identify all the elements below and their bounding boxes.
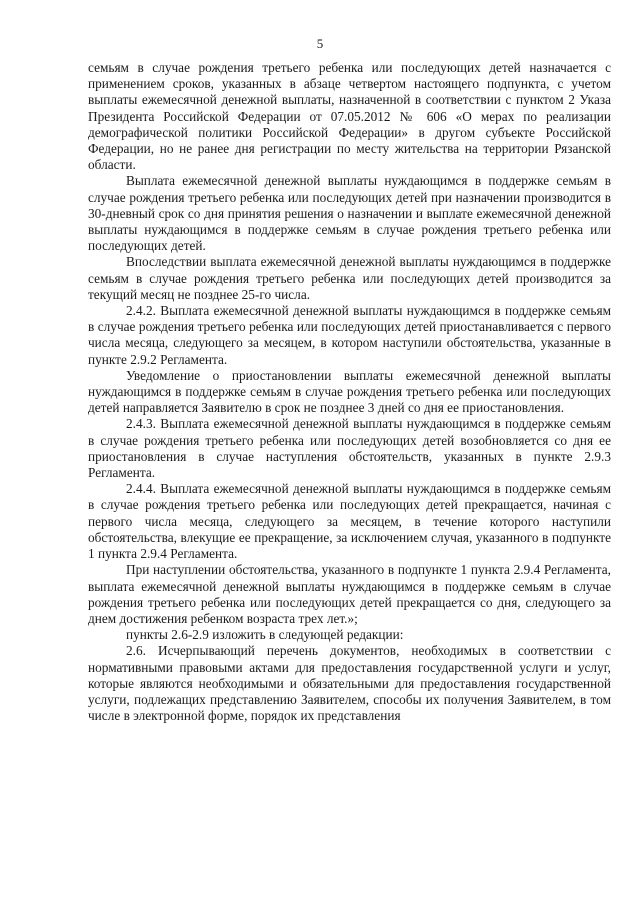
paragraph-subsequent-payment: Впоследствии выплата ежемесячной денежной выплаты нуждающимся в поддержке семьям в случае рождения третьего ребенка или последующих детей производится за текущий месяц не позднее 25-го числа. <box>88 254 611 302</box>
paragraph-payment-timing: Выплата ежемесячной денежной выплаты нуждающимся в поддержке семьям в случае рождения третьего ребенка или последующих детей при назначении производится в 30-дневный срок со дня принятия решения о назначении и выплате ежемесячной денежной выплаты нуждающимся в поддержке семьям в случае рождения третьего ребенка или последующих детей. <box>88 173 611 254</box>
page-number: 5 <box>316 36 324 51</box>
paragraph-termination-case: При наступлении обстоятельства, указанного в подпункте 1 пункта 2.9.4 Регламента, выплата ежемесячной денежной выплаты нуждающимся в поддержке семьям в случае рождения третьего ребенка или последующих детей прекращается со дня, следующего за днем достижения ребенком возраста трех лет.»; <box>88 562 611 626</box>
paragraph-suspension-notice: Уведомление о приостановлении выплаты ежемесячной денежной выплаты нуждающимся в поддержке семьям в случае рождения третьего ребенка или последующих детей направляется Заявителю в срок не позднее 3 дней со дня ее приостановления. <box>88 367 611 416</box>
paragraph-2-4-3: 2.4.3. Выплата ежемесячной денежной выплаты нуждающимся в поддержке семьям в случае рождения третьего ребенка или последующих детей возобновляется со дня ее приостановления в случае наступления обстоятельств, указанных в пункте 2.9.3 Регламента. <box>88 416 611 481</box>
paragraph-2-4-4: 2.4.4. Выплата ежемесячной денежной выплаты нуждающимся в поддержке семьям в случае рождения третьего ребенка или последующих детей прекращается, начиная с первого числа месяца, следующего за месяцем, в течение которого наступили обстоятельства, влекущие ее прекращение, за исключением случая, указанного в подпункте 1 пункта 2.9.4 Регламента. <box>88 481 611 562</box>
paragraph-continuation: семьям в случае рождения третьего ребенка или последующих детей назначается с применением сроков, указанных в абзаце четвертом настоящего подпункта, с учетом выплаты ежемесячной денежной выплаты, назначенной в соответствии с пунктом 2 Указа Президента Российской Федерации от 07.05.2012 № 606 «О мерах по реализации демографической политики Российской Федерации» в другом субъекте Российской Федерации, но не ранее дня регистрации по месту жительства на территории Рязанской области. <box>88 60 611 173</box>
paragraph-2-4-2: 2.4.2. Выплата ежемесячной денежной выплаты нуждающимся в поддержке семьям в случае рождения третьего ребенка или последующих детей приостанавливается с первого числа месяца, следующего за месяцем, в котором наступили обстоятельства, указанные в пункте 2.9.2 Регламента. <box>88 303 611 367</box>
paragraph-amendment-intro: пункты 2.6-2.9 изложить в следующей редакции: <box>126 627 404 643</box>
paragraph-2-6: 2.6. Исчерпывающий перечень документов, необходимых в соответствии с нормативными правовыми актами для предоставления государственной услуги и услуг, которые являются необходимыми и обязательными для предоставления государственной услуги, подлежащих представлению Заявителем, способы их получения Заявителем, в том числе в электронной форме, порядок их представления <box>88 643 611 724</box>
document-body <box>88 60 611 724</box>
